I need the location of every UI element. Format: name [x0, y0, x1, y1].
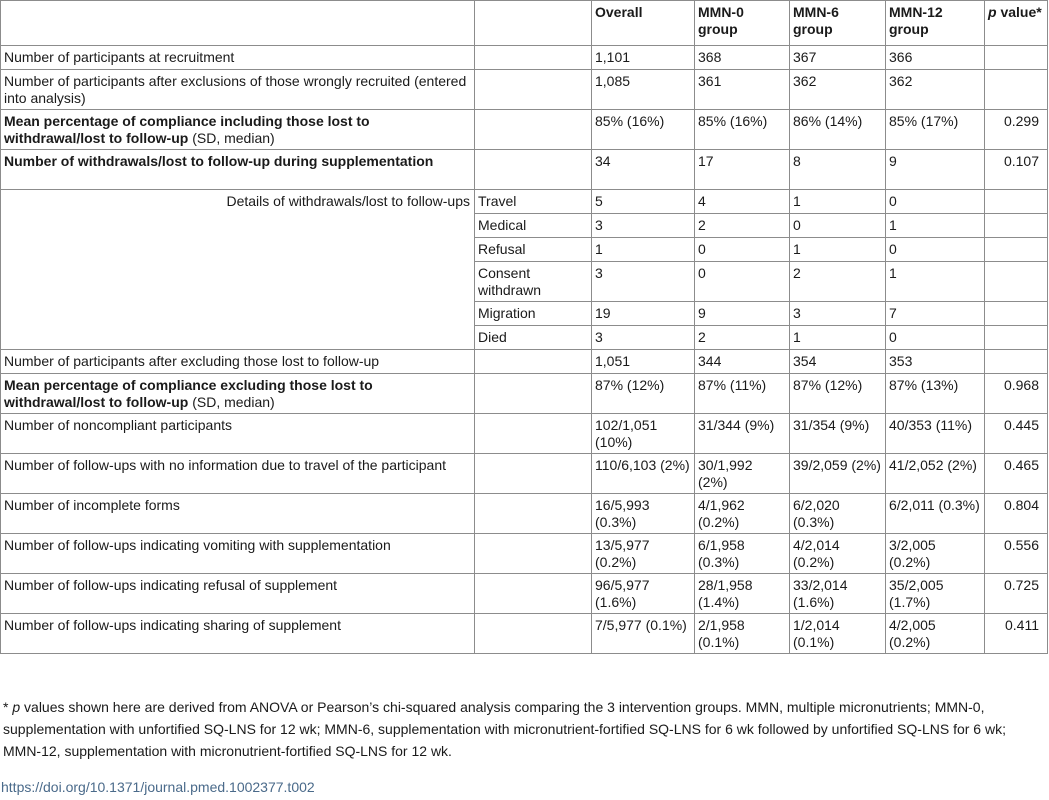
cell-mmn0: 344 [695, 350, 790, 374]
cell-mmn0: 28/1,958 (1.4%) [695, 574, 790, 614]
cell-overall: 102/1,051 (10%) [592, 414, 695, 454]
cell-overall: 3 [592, 326, 695, 350]
cell-overall: 96/5,977 (1.6%) [592, 574, 695, 614]
cell-mmn12: 6/2,011 (0.3%) [886, 494, 985, 534]
table-row [1, 150, 1048, 190]
cell-mmn0: 2/1,958 (0.1%) [695, 614, 790, 654]
cell-overall: 3 [592, 262, 695, 302]
cell-p [985, 350, 1048, 374]
row-label: Number of participants at recruitment [1, 46, 475, 70]
cell-mmn12: 366 [886, 46, 985, 70]
cell-mmn6: 1/2,014 (0.1%) [790, 614, 886, 654]
table-row [1, 494, 1048, 534]
cell-mmn0: 2 [695, 214, 790, 238]
table-row [1, 110, 1048, 150]
table-row [1, 46, 1048, 70]
table-row [1, 374, 1048, 414]
row-label: Number of follow-ups with no information due to travel of the participant [1, 454, 475, 494]
table-row [1, 454, 1048, 494]
cell-overall: 1,085 [592, 70, 695, 110]
cell-p: 0.725 [985, 574, 1048, 614]
row-label: Number of participants after excluding those lost to follow-up [1, 350, 475, 374]
row-label: Number of incomplete forms [1, 494, 475, 534]
header-p-value: p value* [985, 1, 1048, 46]
header-mmn6: MMN-6 group [790, 1, 886, 46]
cell-mmn6: 39/2,059 (2%) [790, 454, 886, 494]
cell-mmn6: 86% (14%) [790, 110, 886, 150]
cell-mmn6: 87% (12%) [790, 374, 886, 414]
cell-mmn12: 1 [886, 262, 985, 302]
cell-p: 0.299 [985, 110, 1048, 150]
table-row [1, 414, 1048, 454]
cell-overall: 1,101 [592, 46, 695, 70]
cell-mmn6: 3 [790, 302, 886, 326]
cell-mmn12: 353 [886, 350, 985, 374]
cell-mmn12: 87% (13%) [886, 374, 985, 414]
table-row [1, 574, 1048, 614]
cell-p: 0.968 [985, 374, 1048, 414]
header-mmn0: MMN-0 group [695, 1, 790, 46]
cell-mmn6: 4/2,014 (0.2%) [790, 534, 886, 574]
cell-overall: 87% (12%) [592, 374, 695, 414]
cell-mmn12: 362 [886, 70, 985, 110]
cell-mmn12: 1 [886, 214, 985, 238]
cell-mmn12: 0 [886, 190, 985, 214]
table-row [1, 534, 1048, 574]
cell-p: 0.445 [985, 414, 1048, 454]
row-label: Number of follow-ups indicating vomiting with supplementation [1, 534, 475, 574]
cell-overall: 5 [592, 190, 695, 214]
cell-mmn12: 9 [886, 150, 985, 190]
cell-mmn6: 1 [790, 238, 886, 262]
detail-reason: Migration [475, 302, 592, 326]
cell-mmn0: 0 [695, 262, 790, 302]
cell-mmn6: 31/354 (9%) [790, 414, 886, 454]
detail-reason: Refusal [475, 238, 592, 262]
cell-mmn12: 0 [886, 238, 985, 262]
header-overall: Overall [592, 1, 695, 46]
cell-mmn6: 2 [790, 262, 886, 302]
detail-reason: Died [475, 326, 592, 350]
cell-mmn6: 1 [790, 326, 886, 350]
cell-mmn6: 362 [790, 70, 886, 110]
cell-mmn12: 0 [886, 326, 985, 350]
cell-overall: 19 [592, 302, 695, 326]
table-footnote: * p values shown here are derived from ANOVA or Pearson’s chi-squared analysis comparing the 3 intervention groups. MMN, multiple micronutrients; MMN-0, supplementation with unfortified SQ-LNS for 12 wk; MMN-6, supplementation with micronutrient-fortified SQ-LNS for 6 wk followed by unfortified SQ-LNS for 6 wk; MMN-12, supplementation with micronutrient-fortified SQ-LNS for 12 wk. [3, 699, 1006, 759]
detail-reason: Travel [475, 190, 592, 214]
cell-mmn0: 6/1,958 (0.3%) [695, 534, 790, 574]
row-label: Number of participants after exclusions of those wrongly recruited (entered into analysis) [1, 70, 475, 110]
cell-mmn12: 41/2,052 (2%) [886, 454, 985, 494]
cell-overall: 7/5,977 (0.1%) [592, 614, 695, 654]
cell-p: 0.804 [985, 494, 1048, 534]
cell-p [985, 70, 1048, 110]
header-empty-label [1, 1, 475, 46]
cell-mmn0: 4/1,962 (0.2%) [695, 494, 790, 534]
table-header-row [1, 1, 1048, 46]
table-row [1, 350, 1048, 374]
row-label: Number of noncompliant participants [1, 414, 475, 454]
detail-reason: Consent withdrawn [475, 262, 592, 302]
table-row [1, 70, 1048, 110]
row-label: Number of follow-ups indicating refusal of supplement [1, 574, 475, 614]
cell-mmn0: 4 [695, 190, 790, 214]
cell-mmn6: 8 [790, 150, 886, 190]
row-label: Number of follow-ups indicating sharing of supplement [1, 614, 475, 654]
cell-overall: 13/5,977 (0.2%) [592, 534, 695, 574]
cell-mmn0: 85% (16%) [695, 110, 790, 150]
cell-mmn6: 354 [790, 350, 886, 374]
cell-mmn12: 40/353 (11%) [886, 414, 985, 454]
cell-overall: 34 [592, 150, 695, 190]
header-mmn12: MMN-12 group [886, 1, 985, 46]
cell-p [985, 46, 1048, 70]
cell-mmn6: 33/2,014 (1.6%) [790, 574, 886, 614]
cell-mmn12: 85% (17%) [886, 110, 985, 150]
cell-mmn0: 2 [695, 326, 790, 350]
cell-mmn6: 367 [790, 46, 886, 70]
row-label: Number of withdrawals/lost to follow-up during supplementation [1, 150, 475, 190]
cell-mmn0: 31/344 (9%) [695, 414, 790, 454]
cell-p: 0.465 [985, 454, 1048, 494]
cell-mmn6: 0 [790, 214, 886, 238]
cell-mmn6: 6/2,020 (0.3%) [790, 494, 886, 534]
cell-overall: 85% (16%) [592, 110, 695, 150]
cell-mmn6: 1 [790, 190, 886, 214]
cell-p: 0.556 [985, 534, 1048, 574]
cell-mmn0: 361 [695, 70, 790, 110]
cell-overall: 110/6,103 (2%) [592, 454, 695, 494]
header-empty-detail [475, 1, 592, 46]
cell-mmn0: 0 [695, 238, 790, 262]
cell-mmn0: 30/1,992 (2%) [695, 454, 790, 494]
detail-row [1, 190, 1048, 214]
cell-mmn12: 3/2,005 (0.2%) [886, 534, 985, 574]
table-row [1, 614, 1048, 654]
cell-overall: 3 [592, 214, 695, 238]
cell-mmn0: 368 [695, 46, 790, 70]
cell-p: 0.411 [985, 614, 1048, 654]
cell-mmn0: 17 [695, 150, 790, 190]
details-label: Details of withdrawals/lost to follow-ups [1, 190, 475, 350]
row-label: Mean percentage of compliance including those lost to withdrawal/lost to follow-up (SD, median) [1, 110, 475, 150]
cell-overall: 1 [592, 238, 695, 262]
cell-mmn12: 7 [886, 302, 985, 326]
cell-p: 0.107 [985, 150, 1048, 190]
doi-link[interactable]: https://doi.org/10.1371/journal.pmed.1002377.t002 [1, 779, 315, 795]
cell-mmn0: 9 [695, 302, 790, 326]
row-label: Mean percentage of compliance excluding those lost to withdrawal/lost to follow-up (SD, median) [1, 374, 475, 414]
cell-mmn12: 4/2,005 (0.2%) [886, 614, 985, 654]
cell-overall: 16/5,993 (0.3%) [592, 494, 695, 534]
cell-mmn0: 87% (11%) [695, 374, 790, 414]
cell-mmn12: 35/2,005 (1.7%) [886, 574, 985, 614]
detail-reason: Medical [475, 214, 592, 238]
cell-overall: 1,051 [592, 350, 695, 374]
